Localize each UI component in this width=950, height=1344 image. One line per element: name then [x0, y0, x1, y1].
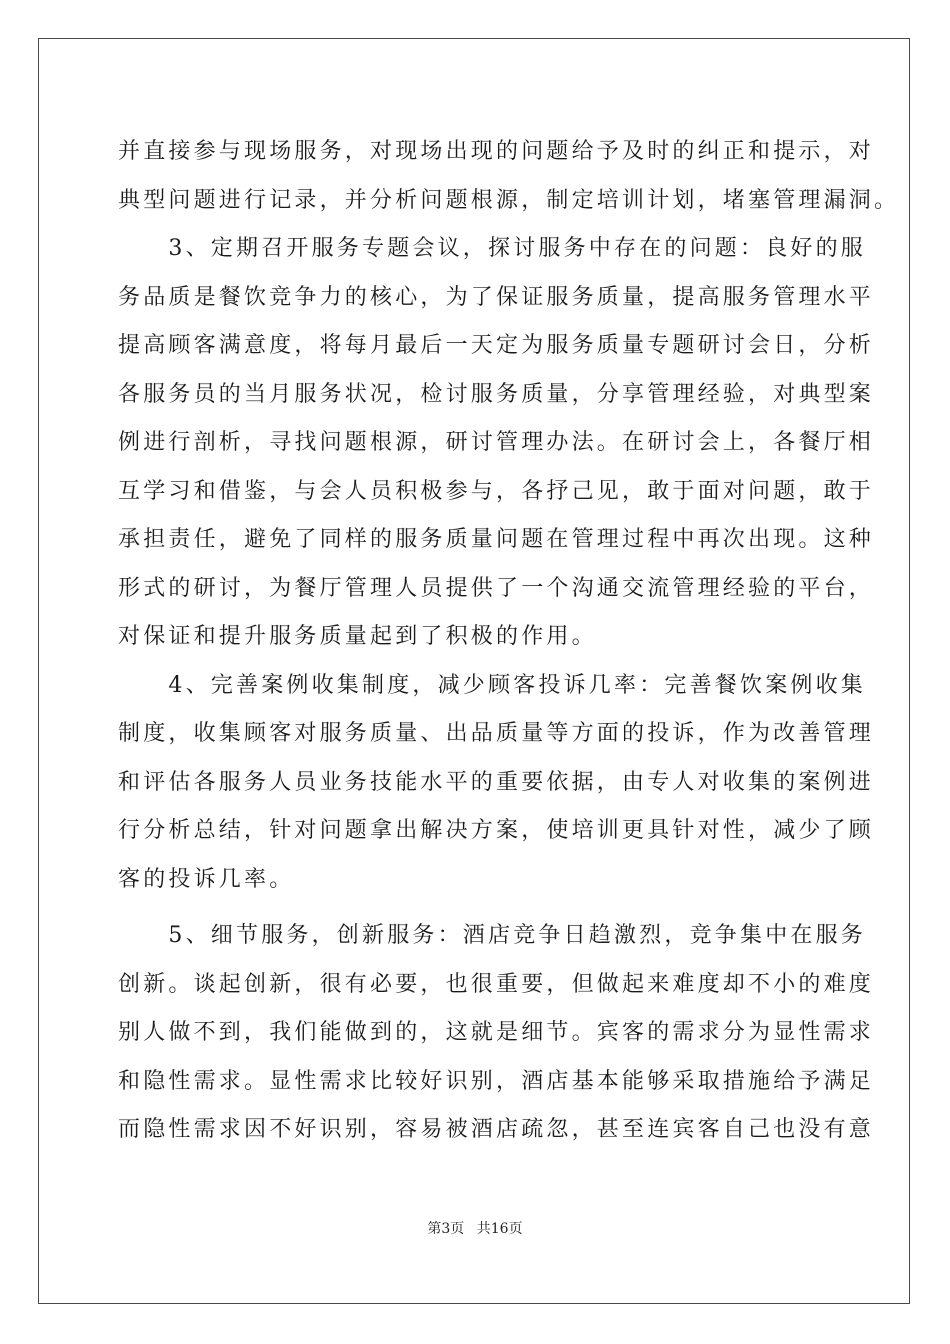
- text-line: 提高顾客满意度，将每月最后一天定为服务质量专题研讨会日，分析: [118, 333, 875, 358]
- text-line: 3、定期召开服务专题会议，探讨服务中存在的问题：良好的服: [118, 236, 866, 261]
- text-line: 务品质是餐饮竞争力的核心，为了保证服务质量，提高服务管理水平: [118, 284, 875, 310]
- text-line: 互学习和借鉴，与会人员积极参与，各抒己见，敢于面对问题，敢于: [118, 478, 875, 504]
- text-line: 形式的研讨，为餐厅管理人员提供了一个沟通交流管理经验的平台，: [118, 575, 875, 601]
- text-line: 行分析总结，针对问题拿出解决方案，使培训更具针对性，减少了顾: [118, 818, 875, 843]
- text-line: 和隐性需求。显性需求比较好识别，酒店基本能够采取措施给予满足: [118, 1068, 875, 1094]
- text-line: 承担责任，避免了同样的服务质量问题在管理过程中再次出现。这种: [118, 527, 875, 552]
- text-line: 并直接参与现场服务，对现场出现的问题给予及时的纠正和提示，对: [118, 139, 875, 164]
- text-line: 客的投诉几率。: [118, 866, 295, 892]
- text-line: 和评估各服务人员业务技能水平的重要依据，由专人对收集的案例进: [118, 769, 875, 795]
- page-footer: [0, 1218, 950, 1238]
- text-line: 对保证和提升服务质量起到了积极的作用。: [118, 624, 597, 649]
- text-line: 例进行剖析，寻找问题根源，研讨管理办法。在研讨会上，各餐厅相: [118, 430, 875, 455]
- text-line: 5、细节服务，创新服务：酒店竞争日趋激烈，竞争集中在服务: [118, 923, 866, 948]
- document-body: [118, 128, 900, 1155]
- text-line: 制度，收集顾客对服务质量、出品质量等方面的投诉，作为改善管理: [118, 721, 875, 746]
- text-line: 4、完善案例收集制度，减少顾客投诉几率：完善餐饮案例收集: [118, 672, 866, 698]
- page-total: 共16页: [476, 1221, 523, 1237]
- text-line: 创新。谈起创新，很有必要，也很重要，但做起来难度却不小的难度: [118, 971, 875, 997]
- text-line: 各服务员的当月服务状况，检讨服务质量，分享管理经验，对典型案: [118, 381, 875, 407]
- page-number: 第3页: [427, 1221, 465, 1237]
- text-line: 别人做不到，我们能做到的，这就是细节。宾客的需求分为显性需求: [118, 1020, 875, 1045]
- text-line: 典型问题进行记录，并分析问题根源，制定培训计划，堵塞管理漏洞。: [118, 187, 900, 213]
- text-line: 而隐性需求因不好识别，容易被酒店疏忽，甚至连宾客自己也没有意: [118, 1117, 875, 1142]
